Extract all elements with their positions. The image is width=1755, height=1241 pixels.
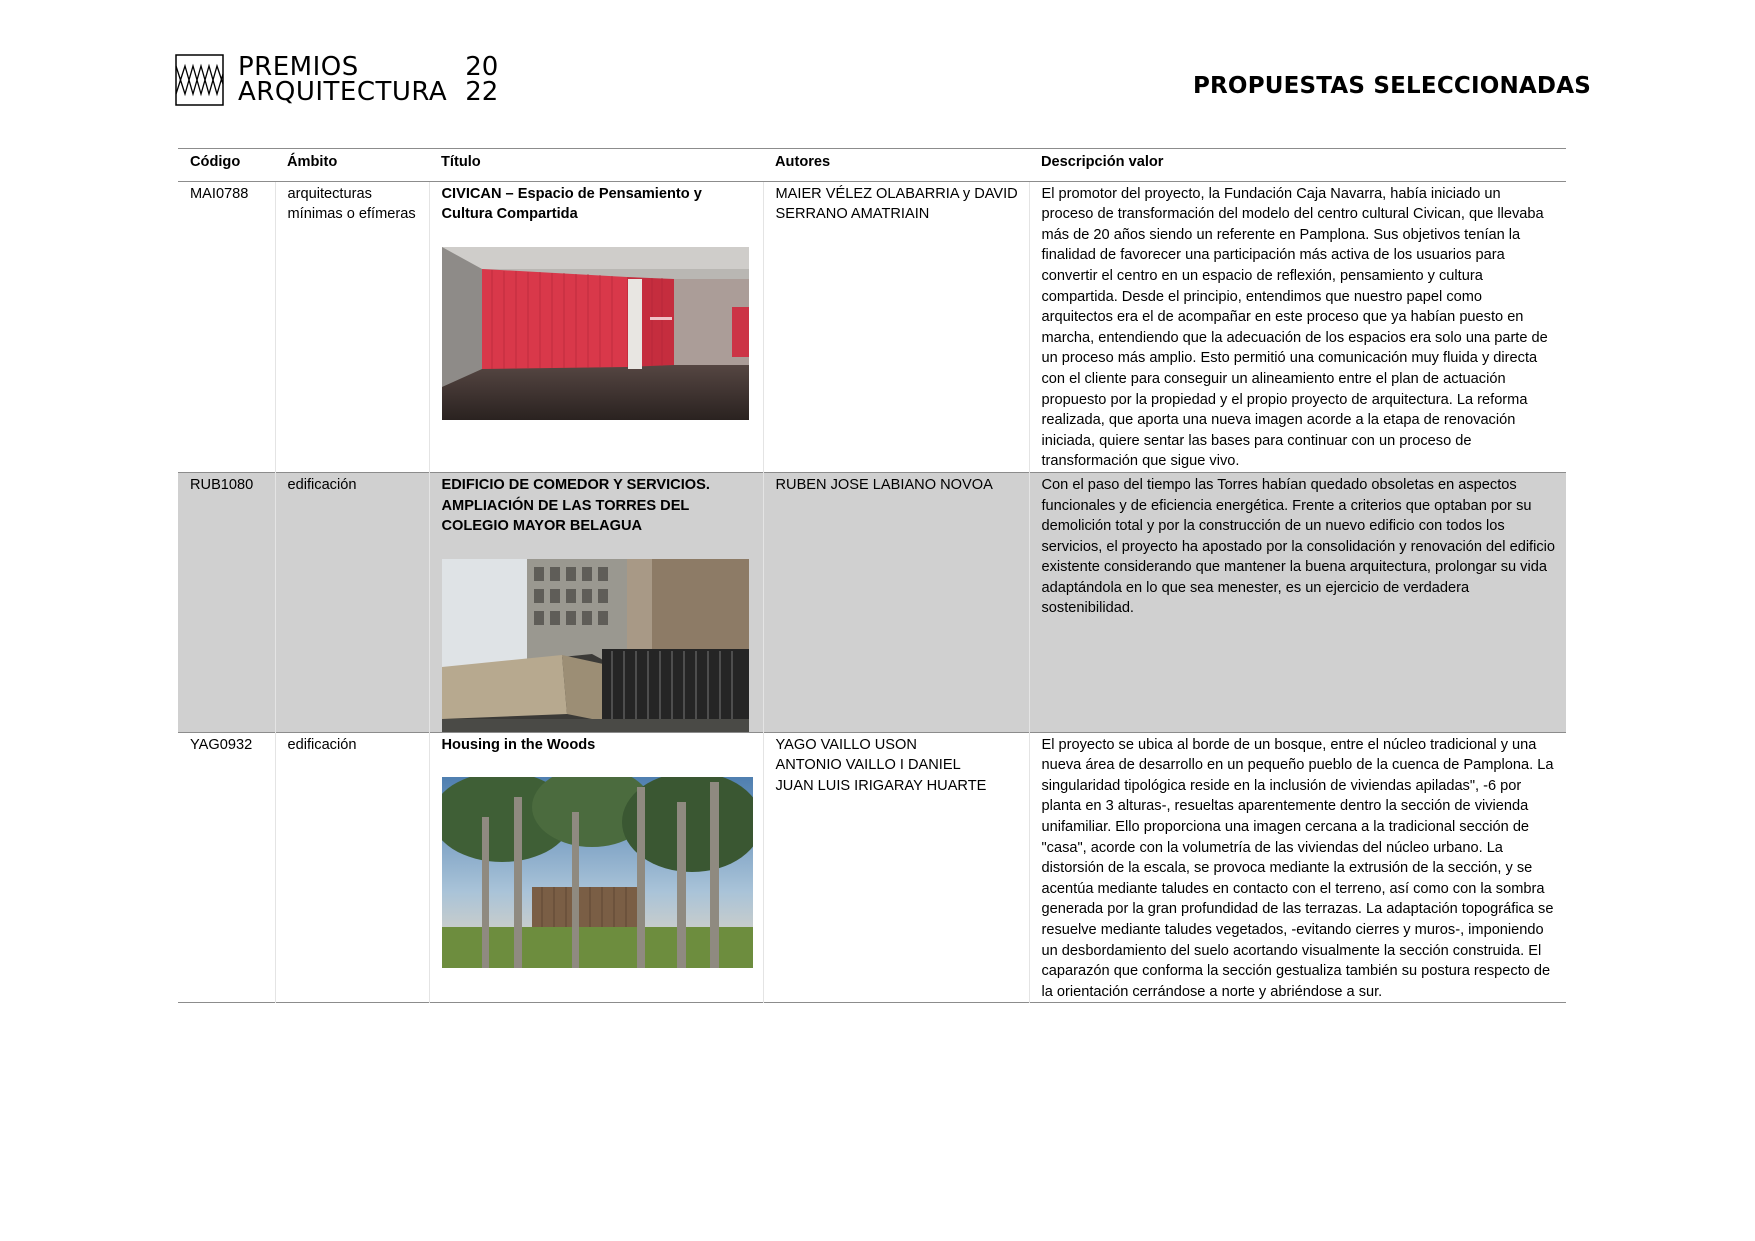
cell-codigo: MAI0788 [178,181,275,472]
cell-autores: RUBEN JOSE LABIANO NOVOA [763,472,1029,732]
cell-autores: MAIER VÉLEZ OLABARRIA y DAVID SERRANO AMATRIAIN [763,181,1029,472]
project-photo-belagua [442,559,749,732]
logo [175,52,498,108]
logo-line-1: PREMIOS [238,52,359,82]
logo-year [465,52,499,107]
cell-descripcion: El promotor del proyecto, la Fundación Caja Navarra, había iniciado un proceso de transformación del modelo del centro cultural Civican, que llevaba más de 20 años siendo un referente en Pamplona. Sus objetivos tenían la finalidad de favorecer una participación más activa de los usuarios para convertir el centro en un espacio de reflexión, pensamiento y cultura compartida. Desde el principio, entendimos que nuestro papel como arquitectos era el de acompañar en este proceso que ya habían puesto en marcha, entendiendo que la adecuación de los espacios era solo una parte de un proceso más amplio. Esto permitió una comunicación muy fluida y directa con el cliente para conseguir un alineamiento entre el plan de actuación propuesto por la propiedad y el propio proyecto de arquitectura. La reforma realizada, que aporta una nueva imagen acorde a la etapa de renovación iniciada, quiere sentar las bases para continuar con un proceso de transformación que sigue vivo. [1041,185,1548,470]
column-header-autores: Autores [763,149,1029,182]
column-header-ambito: Ámbito [275,149,429,182]
cell-descripcion: Con el paso del tiempo las Torres habían quedado obsoletas en aspectos funcionales y de eficiencia energética. Frente a criterios que optaban por su demolición total y por la construcción de un nuevo edificio con todos los servicios, el proyecto ha apostado por la consolidación y renovación del edificio existente considerando que mantener la buena arquitectura, prolongar su vida adaptándola en lo que sea menester, es un ejercicio de verdadera sostenibilidad. [1029,472,1566,732]
logo-mark-icon [175,54,224,106]
cell-ambito: edificación [275,732,429,1003]
cell-autores: YAGO VAILLO USON ANTONIO VAILLO I DANIEL JUAN LUIS IRIGARAY HUARTE [763,732,1029,1003]
proposals-table [178,148,1566,1003]
project-title: EDIFICIO DE COMEDOR Y SERVICIOS. AMPLIACIÓN DE LAS TORRES DEL COLEGIO MAYOR BELAGUA [441,476,710,535]
column-header-titulo: Título [429,149,763,182]
table-row [178,732,1566,1003]
project-photo-housing-woods [442,777,753,968]
cell-titulo [429,472,763,732]
page-title: PROPUESTAS SELECCIONADAS [1192,73,1591,99]
table-row [178,181,1566,472]
logo-line-2: ARQUITECTURA [238,77,448,107]
project-photo-civican [442,247,749,420]
cell-codigo: YAG0932 [178,732,275,1003]
logo-year-bottom: 22 [465,77,499,107]
column-header-descripcion: Descripción valor [1029,149,1566,182]
cell-descripcion: El proyecto se ubica al borde de un bosque, entre el núcleo tradicional y una nueva área de desarrollo en un pequeño pueblo de la cuenca de Pamplona. La singularidad tipológica reside en la inclusión de viviendas apiladas", -6 por planta en 3 alturas-, resueltas aparentemente dentro la sección de vivienda unifamiliar. Ello proporciona una imagen cercana a la tradicional sección de "casa", acorde con la volumetría de las viviendas del núcleo urbano. La distorsión de la escala, se provoca mediante la extrusión de la sección, y se acentúa mediante taludes en contacto con el terreno, así como con la sombra generada por la gran profundidad de las terrazas. La adaptación topográfica se resuelve mediante taludes vegetados, -evitando cierres y muros-, imponiendo un desbordamiento del suelo acortando visualmente la sección construida. El caparazón que conforma la sección gestualiza también su postura respecto de la orientación cerrándose a norte y abriéndose a sur. [1041,736,1554,1000]
logo-wordmark [238,52,448,107]
cell-ambito: edificación [275,472,429,732]
cell-codigo: RUB1080 [178,472,275,732]
project-title: Housing in the Woods [441,736,596,753]
logo-year-top: 20 [465,52,499,82]
table-row [178,472,1566,732]
cell-ambito: arquitecturas mínimas o efímeras [275,181,429,472]
project-title: CIVICAN – Espacio de Pensamiento y Cultura Compartida [441,185,702,223]
column-header-codigo: Código [178,149,275,182]
cell-titulo [429,732,763,1003]
table-header-row [178,149,1566,182]
cell-titulo [429,181,763,472]
